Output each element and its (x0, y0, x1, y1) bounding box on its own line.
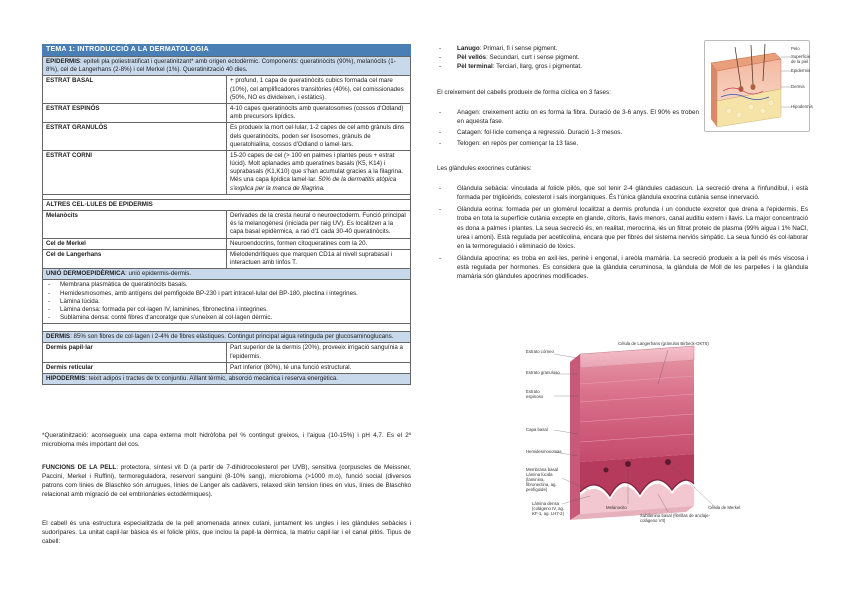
dermis-row: Dermis papil·lar Part superior de la dermis (20%), proveeix irrigació sanguínia a l'epidermis. (43, 343, 411, 362)
list-item: - Pèl vellós: Secundari, curt i sense pigment. (437, 53, 699, 62)
junction-list (43, 280, 411, 324)
hypodermis-header: HIPODERMIS: teixit adipós i tractes de tx conjuntiu. Aïllant tèrmic, absorció mecànica i reserva energètica. (43, 374, 411, 385)
list-item: - Làmina lúcida. (46, 298, 407, 306)
skin-layers-table (42, 56, 411, 385)
section-title: TEMA 1: INTRODUCCIÓ A LA DERMATOLOGIA (42, 44, 411, 56)
list-item: - Làmina densa: formada per col·lagen IV, laminines, fibronectina i integrines. (46, 306, 407, 314)
fig2-label: Melanocito (606, 505, 627, 510)
keratinization-footnote: *Queratinització: aconsegueix una capa externa molt hidròfoba pel % contingut greixos, i l'aigua (10-15%) i pH 4,7. Es el 2º microbioma més important del cos. (42, 432, 411, 448)
hair-intro-paragraph: El cabell és una estructura especialitzada de la pell anomenada annex cutani, juntament les ungles i les glàndules sebàcies i sudorípares. La unitat capil·lar bàsica és el folicle pilós, que inclou la papil·la dèrmica, la matriu capil·lar i el canal pilós. Tipus de cabell: (42, 520, 411, 545)
list-item: - Membrana plasmàtica de queratinòcits basals. (46, 281, 407, 289)
fig1-label: Pelo (791, 46, 800, 51)
fig2-label: Estrato espinoso (526, 389, 544, 399)
fig2-label: Estrato córneo (526, 349, 554, 354)
glands-list (437, 184, 808, 281)
dermis-header: DERMIS: 85% son fibres de col·lagen i 2-4% de fibres elàstiques. Contingut principal aigua retinguda per glucosaminoglucans. (43, 332, 411, 343)
fig2-label: Hemidesmosomas (526, 449, 562, 454)
epidermis-histology-figure (518, 341, 748, 528)
hair-types-list (437, 44, 699, 71)
cell-row: Melanòcits Derivades de la cresta neural o neuroectoderm. Funció principal és la melanogènesi (iniciada per raig UV). Es localitzen a la capa basal epidèrmica, a raó d'1 cada 30-40 queratinòcits. (43, 211, 411, 239)
growth-phases-list (437, 108, 699, 149)
filaggrin-note: 50% de la dermatitis atòpica s'explica per la manca de filagrina. (230, 176, 397, 192)
list-item: - Glàndula ecrina: formada per un glomèrul localitzat a dermis profunda i un conducte excretor que drena a l'epidermis. Es troba en tota la superfície cutània excepte en glande, clítoris, llavis menors, canal auditiu extern i llavis. La major concentració es dona a palmes i plantes. La seua secreció és, en realitat, merocrina, iés un filtrat proteic de plasma (99% aigua i 1% NaCl, urea i amoni). Està regulada per acetilcolina, encara que per fibres del sistema nerviós simpàtic. La seua funció és col·laborar en la termoregulació i eliminació de tòxics. (437, 205, 808, 251)
fig1-label: Epidermis (791, 68, 811, 73)
fig1-label: Dermis (791, 84, 805, 89)
list-item: - Lanugo: Primari, fi i sense pigment. (437, 44, 699, 53)
list-item: - Pèl terminal: Terciari, llarg, gros i pigmentat. (437, 62, 699, 71)
growth-intro: El creixement del cabells produeix de forma cíclica en 3 fases: (437, 89, 611, 96)
list-item: - Glàndula sebàcia: vinculada al folicle pilós, que sol tenir 2-4 glàndules cadascun. La secreció drena a l'infundíbul, i està formada per triglicèrids, colesterol i sals inorgàniques. És l'única glàndula exocrina cutània sense innervació. (437, 184, 808, 202)
list-item: - Telogen: en repòs per començar la 13 fase. (437, 139, 699, 148)
list-item: - Hemidesmosomes, amb antígens del pemfigoide BP-230 i part intracel·lular del BP-180, plectina i integrines. (46, 290, 407, 298)
fig1-label: Superficie de la piel (791, 54, 811, 64)
cell-row: Cel de Langerhans Mielodendrítiques que marquen CD1a al nivell suprabasal i interactuen amb linfos T. (43, 249, 411, 268)
fig2-label: Sublámina basal (fibrillas de anclaje-colágeno VII) (640, 513, 710, 523)
list-item: - Anagen: creixement actiu on es forma la fibra. Duració de 3-6 anys. El 90% es troben en aquesta fase. (437, 108, 699, 126)
dermatology-summary-table (42, 44, 411, 385)
cell-row: Cel de Merkel Neuroendocrins, formen cítoqueratines com la 20. (43, 238, 411, 249)
stratum-row: ESTRAT GRANULÓS Es produeix la mort cel·lular, 1-2 capes de cel amb grànuls dins dels queratinòcits, poden ser lisosomes, grànuls de queratohialina, cossos d'Odland o lamel·lars. (43, 123, 411, 151)
list-item: - Sublàmina densa: conté fibres d'ancoratge que s'uneixen al col·lagen dèrmic. (46, 314, 407, 322)
fig2-label: Célula de Merkel (708, 505, 741, 510)
epidermis-header: EPIDERMIS: epiteli pla poliestratificat i queratinitzant* amb origen ectodèrmic. Components: queratinòcits (90%), melanòcits (1-8%), cel de Langerhans (2-8%) i cel Merkel (1%). Queratinització 40 dies. (43, 57, 411, 76)
fig2-label: Capa basal (526, 427, 548, 432)
skin-cross-section-figure (704, 40, 813, 132)
fig2-label: Estrato granuloso (526, 370, 560, 375)
list-item: - Glàndula apocrina: es troba en axil·les, perinè i engonal, i areòla mamària. La secreció produeix a la pell és més viscosa i està regulada per hormones. Es considera que la glàndula ceruminosa, la glàndula de Moll de les parpelles i la glàndula mamària són glàndules apocrines modificades. (437, 254, 808, 281)
other-cells-heading: ALTRES CEL·LULES DE EPIDERMIS (43, 199, 411, 210)
stratum-row: ESTRAT ESPINÓS 4-10 capes queratinòcits amb queratosomes (cossos d'Odland) amb precursors lipídics. (43, 103, 411, 122)
dermis-row: Dermis reticular Part inferior (80%), té una funció estructural. (43, 362, 411, 373)
stratum-row: ESTRAT CORNI 15-20 capes de cel (> 100 en palmes i plantes peus + estrat lúcid). Molt aplanades amb queratines basals (K5, K14) i suprabasals (K1,K10) que s'han acumulat gracies a la filagrina. Més una capa lipídica lamel·lar. 50% de la dermatitis atòpica s'explica per la manca de filagrina. (43, 150, 411, 194)
list-item: - Catagen: fol·licle comença a regressió. Duració 1-3 mesos. (437, 128, 699, 137)
fig2-label: Célula de Langerhans (gránulos Birbeck-OKT6) (618, 341, 709, 346)
fig2-label: Membrana basal Lámina lúcida (laminina, fibronectina, ag. penfigoide) (526, 467, 559, 492)
stratum-row: ESTRAT BASAL + profund, 1 capa de queratinòcits cubics formada cel mare (10%), cel amplificadores transitòries (40%), cel comissionades (50%, NO es divideixen, i estàtics). (43, 76, 411, 104)
fig1-label: Hipodermis (791, 104, 813, 109)
fig2-label: Lámina densa (colágeno IV, ag. KF-1, ag. LH7-2) (532, 501, 565, 516)
skin-functions-paragraph: FUNCIONS DE LA PELL: protectora, síntesi vit D (a partir de 7-dihidrocolesterol per UVB), sensitiva (corpuscles de Meissner, Paccini, Merkel i Ruffini), termoreguladora, reservori sanguini (8-10% sang), microbioma (>1000 m.o), funció social (diversos patrons com línies de Blaschko són arrugues, línies de Langer als cadàvers, relaxed skin tension lines en vius, línies de Blaschko relacionat amb migració de cel embrionàries ectodèrmiques). (42, 464, 411, 498)
glands-intro: Les glàndules exocrines cutànies: (437, 165, 532, 172)
junction-heading: UNIÓ DERMOEPIDÈRMICA: unió epidermis-dermis. (43, 269, 411, 280)
